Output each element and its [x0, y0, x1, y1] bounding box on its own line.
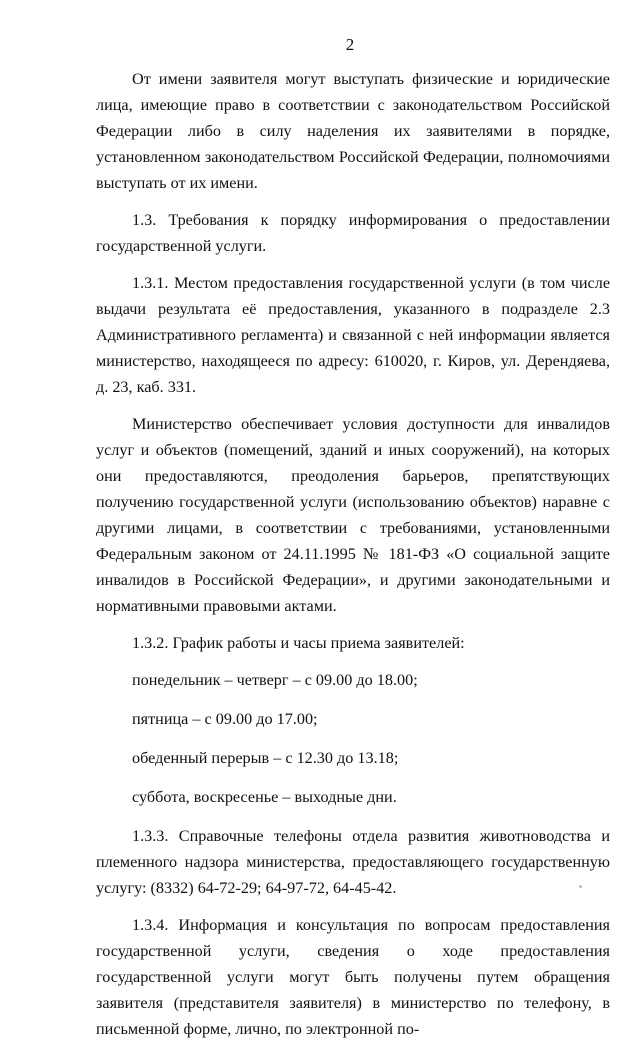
- schedule-weekdays: понедельник – четверг – с 09.00 до 18.00;: [132, 671, 418, 689]
- paragraph-1-3-2: 1.3.2. График работы и часы приема заявителей:: [132, 634, 465, 652]
- paragraph-1-3-4: 1.3.4. Информация и консультация по вопросам предоставления государственной услуги, сведения о ходе предоставления государственной услуги могут быть получены путем обращения заявителя (представителя заявителя) в министерство по телефону, в письменной форме, лично, по электронной по-: [96, 916, 610, 1038]
- schedule-lunch: обеденный перерыв – с 12.30 до 13.18;: [132, 749, 399, 767]
- paragraph-1-3: 1.3. Требования к порядку информирования о предоставлении государственной услуги.: [96, 211, 610, 255]
- paragraph-accessibility: Министерство обеспечивает условия доступности для инвалидов услуг и объектов (помещений, зданий и иных сооружений), на которых они предоставляются, преодоления барьеров, препятствующих получению государственной услуги (использованию объектов) наравне с другими лицами, в соответствии с требованиями, установленными Федеральным законом от 24.11.1995 № 181-ФЗ «О социальной защите инвалидов в Российской Федерации», и другими законодательными и нормативными правовыми актами.: [96, 415, 610, 615]
- paragraph-1-3-1: 1.3.1. Местом предоставления государственной услуги (в том числе выдачи результата её предоставления, указанного в подразделе 2.3 Административного регламента) и связанной с ней информации является министерство, находящееся по адресу: 610020, г. Киров, ул. Дерендяева, д. 23, каб. 331.: [96, 274, 610, 396]
- page-number: 2: [345, 35, 355, 54]
- schedule-weekend: суббота, воскресенье – выходные дни.: [132, 788, 397, 806]
- paragraph-1-3-3: 1.3.3. Справочные телефоны отдела развития животноводства и племенного надзора министерства, предоставляющего государственную услугу: (8332) 64-72-29; 64-97-72, 64-45-42.: [96, 827, 610, 897]
- scan-speck: [579, 885, 582, 888]
- schedule-friday: пятница – с 09.00 до 17.00;: [132, 710, 318, 728]
- paragraph-applicants: От имени заявителя могут выступать физические и юридические лица, имеющие право в соответствии с законодательством Российской Федерации либо в силу наделения их заявителями в порядке, установленном законодательством Российской Федерации, полномочиями выступать от их имени.: [96, 70, 610, 192]
